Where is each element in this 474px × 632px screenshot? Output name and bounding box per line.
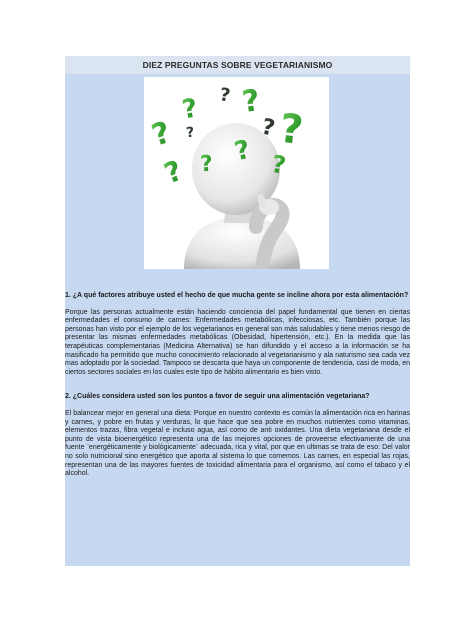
- svg-text:?: ?: [277, 105, 306, 154]
- svg-text:?: ?: [199, 151, 214, 178]
- answer-2: El balancear mejor en general una dieta: Porque en nuestro contexto es común la alimentación rica en harinas y carnes, y pobre en frutas y verduras, lo que hace que sea pobre en muchos nutrientes como vitaminas, elementos trazas, fibra vegetal e incluso agua, así como de anti oxidantes. Una dieta vegetariana desde el punto de vista bioenergético representa una de las mejores opciones de proveerse efectivamente de una fuente ¨energéticamente y biológicamente¨ adecuada, rica y vital, por que en ultimas se trata de eso: Del valor no solo nutricional sino energético que aporta al sistema lo que comemos. Las carnes, en especial las rojas, representan una de las mayores fuentes de toxicidad alimentaria para el organismo, así como el tabaco y el alcohol.: [65, 409, 410, 478]
- content-panel: [65, 74, 410, 566]
- question-1: 1. ¿A qué factores atribuye usted el hecho de que mucha gente se incline ahora por esta alimentación?: [65, 292, 409, 299]
- svg-text:?: ?: [240, 83, 263, 121]
- question-2: 2. ¿Cuáles considera usted son los puntos a favor de seguir una alimentación vegetariana?: [65, 393, 370, 401]
- svg-text:?: ?: [179, 93, 200, 126]
- svg-text:?: ?: [259, 114, 277, 142]
- svg-text:?: ?: [159, 153, 187, 191]
- thinking-person-with-question-marks-icon: [144, 77, 329, 269]
- document-title: DIEZ PREGUNTAS SOBRE VEGETARIANISMO: [65, 56, 410, 74]
- svg-text:?: ?: [185, 124, 196, 142]
- svg-text:?: ?: [231, 134, 254, 168]
- svg-text:?: ?: [269, 149, 288, 180]
- svg-text:?: ?: [218, 84, 232, 107]
- answer-1: Porque las personas actualmente están haciendo conciencia del papel fundamental que tienen en ciertas enfermedades el consumo de carnes: Enfermedades metabólicas, infecciosas, etc. También porque las personas han visto por el ejemplo de los vegetarianos en general son más saludables y tiene menos riesgo de presentar las mismas enfermedades metabólicas (Obesidad, hipertensión, etc.). En la medida que las terapéuticas complementarias (Medicina Alternativa) se han difundido y el acceso a la información se ha masificado ha permitido que mucho conocimiento relacionado al vegetarianismo y ala naturismo sea cada vez mas adoptado por la sociedad. Tampoco se descarta que haya un componente de tendencia, casi de moda, en ciertos sectores sociales en los cuales este tipo de hábito alimentario es bien visto.: [65, 308, 410, 376]
- article-body: [65, 292, 410, 495]
- svg-text:?: ?: [147, 115, 176, 154]
